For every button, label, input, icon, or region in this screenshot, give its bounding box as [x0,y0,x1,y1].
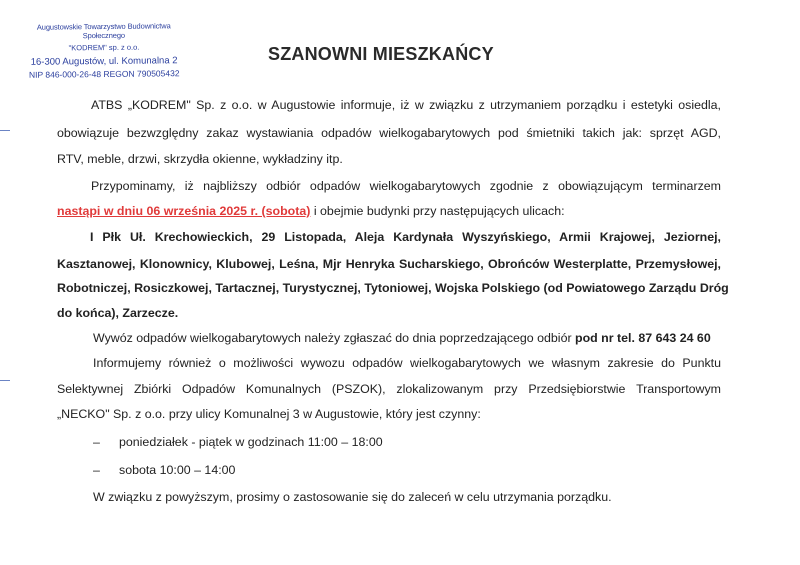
hours-saturday [93,463,757,477]
contact-line [93,331,733,345]
stamp-tax-ids: NIP 846-000-26-48 REGON 790505432 [28,68,180,80]
contact-text: Wywóz odpadów wielkogabarytowych należy zgłaszać do dnia poprzedzającego odbiór [93,331,576,345]
punch-mark [0,380,10,381]
paragraph-line: Informujemy również o możliwości wywozu odpadów wielkogabarytowych we własnym zakresie do Punktu [93,356,721,370]
stamp-address: 16-300 Augustów, ul. Komunalna 2 [30,55,178,68]
paragraph-line: Selektywnej Zbiórki Odpadów Komunalnych (PSZOK), zlokalizowanym przy Przedsiębiorstwie Transportowym [57,382,721,396]
paragraph-line: obowiązuje bezwzględny zakaz wystawiania odpadów wielkogabarytowych pod śmietniki takich jak: sprzęt AGD, [57,126,721,140]
contact-phone: pod nr tel. 87 643 24 60 [575,331,711,345]
hours-weekdays [93,435,757,449]
street-list-line: do końca), Zarzecze. [57,306,179,320]
hours-weekdays-text: poniedziałek - piątek w godzinach 11:00 – 18:00 [119,435,383,449]
stamp-company-name: Augustowskie Towarzystwo Budownictwa Społecznego [36,21,171,41]
pickup-date: nastąpi w dniu 06 września 2025 r. (sobota) [57,204,311,218]
street-list-line: Kasztanowej, Klonownicy, Klubowej, Leśna, Mjr Henryka Sucharskiego, Obrońców Westerplatte, Przemysłowej, [57,257,721,271]
paragraph-line: ATBS „KODREM" Sp. z o.o. w Augustowie informuje, iż w związku z utrzymaniem porządku i estetyki osiedla, [91,98,721,112]
list-dash: – [93,463,100,477]
hours-saturday-text: sobota 10:00 – 14:00 [119,463,236,477]
paragraph-text: i obejmie budynki przy następujących ulicach: [310,204,565,218]
street-list-line: Robotniczej, Rosiczkowej, Tartacznej, Turystycznej, Tytoniowej, Wojska Polskiego (od Powiatowego Zarządu Dróg [57,281,729,295]
paragraph-line: Przypominamy, iż najbliższy odbiór odpadów wielkogabarytowych zgodnie z obowiązującym terminarzem [91,179,721,193]
street-list-line: I Płk Uł. Krechowieckich, 29 Listopada, Aleja Kardynała Wyszyńskiego, Armii Krajowej, Jeziornej, [90,230,721,244]
pickup-date-line [57,204,721,218]
paragraph-line: „NECKO" Sp. z o.o. przy ulicy Komunalnej 3 w Augustowie, który jest czynny: [57,407,481,421]
closing-line: W związku z powyższym, prosimy o zastosowanie się do zaleceń w celu utrzymania porządku. [93,490,612,504]
punch-mark [0,130,10,131]
paragraph-line: RTV, meble, drzwi, skrzydła okienne, wykładziny itp. [57,152,343,166]
company-stamp [18,21,191,80]
page-title: SZANOWNI MIESZKAŃCY [268,44,494,64]
list-dash: – [93,435,100,449]
stamp-company-short: "KODREM" sp. z o.o. [68,42,140,53]
